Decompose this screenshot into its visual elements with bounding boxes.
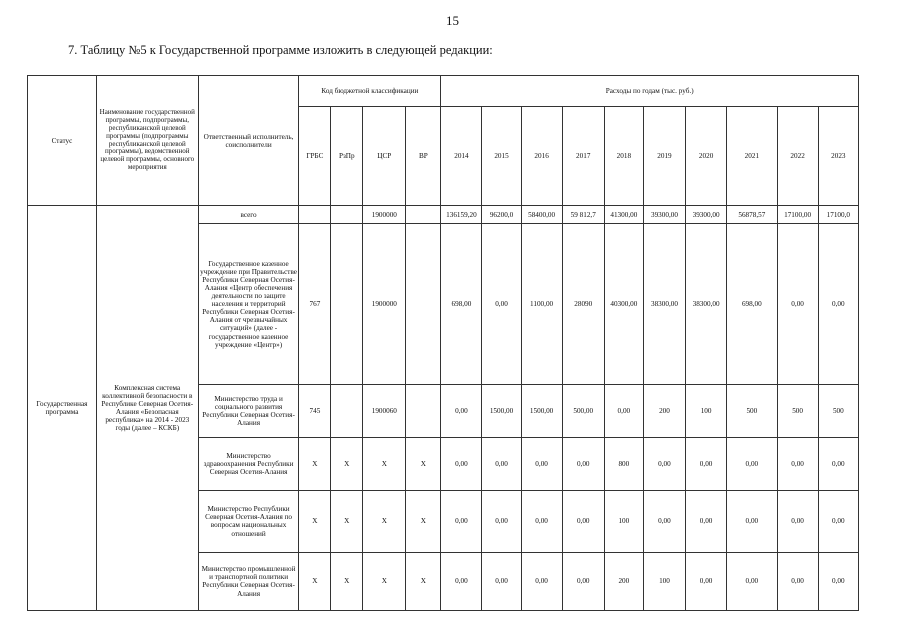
value-cell: 56878,57 (727, 206, 777, 224)
code-cell: Х (363, 490, 406, 552)
header-budget-code-group: Код бюджетной классификации (299, 76, 441, 107)
value-cell: 0,00 (818, 438, 858, 491)
status-cell: Государственная программа (28, 206, 97, 611)
executor-cell: Министерство труда и социального развития Республики Северная Осетия-Алания (198, 385, 299, 438)
value-cell: 698,00 (727, 224, 777, 385)
value-cell: 0,00 (482, 490, 521, 552)
value-cell: 200 (643, 385, 685, 438)
value-cell: 28090 (562, 224, 604, 385)
value-cell: 0,00 (686, 438, 727, 491)
header-row-top (28, 76, 859, 107)
code-cell: Х (363, 438, 406, 491)
code-cell: Х (406, 552, 441, 610)
value-cell: 0,00 (777, 224, 818, 385)
header-year: 2018 (604, 106, 643, 206)
value-cell: 40300,00 (604, 224, 643, 385)
value-cell: 38300,00 (686, 224, 727, 385)
value-cell: 0,00 (727, 552, 777, 610)
code-cell (406, 385, 441, 438)
value-cell: 59 812,7 (562, 206, 604, 224)
value-cell: 500 (818, 385, 858, 438)
value-cell: 0,00 (521, 490, 562, 552)
header-code-rzpr: РзПр (331, 106, 363, 206)
code-cell: 1900060 (363, 385, 406, 438)
header-year: 2017 (562, 106, 604, 206)
code-cell (331, 224, 363, 385)
code-cell: 745 (299, 385, 331, 438)
program-name-cell: Комплексная система коллективной безопасности в Республике Северная Осетия-Алания «Безопасная республика» на 2014 - 2023 годы (далее – КСКБ) (96, 206, 198, 611)
value-cell: 38300,00 (643, 224, 685, 385)
executor-cell: Министерство промышленной и транспортной политики Республики Северная Осетия-Алания (198, 552, 299, 610)
value-cell: 500 (727, 385, 777, 438)
page-number: 15 (446, 13, 459, 28)
value-cell: 500,00 (562, 385, 604, 438)
section-heading: 7. Таблицу №5 к Государственной программе изложить в следующей редакции: (68, 43, 493, 57)
value-cell: 0,00 (818, 490, 858, 552)
value-cell: 39300,00 (686, 206, 727, 224)
header-year: 2022 (777, 106, 818, 206)
value-cell: 0,00 (818, 552, 858, 610)
code-cell: Х (406, 438, 441, 491)
budget-table (27, 75, 859, 611)
value-cell: 200 (604, 552, 643, 610)
value-cell: 0,00 (777, 490, 818, 552)
table-body (28, 76, 859, 611)
code-cell (331, 385, 363, 438)
value-cell: 96200,0 (482, 206, 521, 224)
value-cell: 0,00 (777, 438, 818, 491)
header-code-vr: ВР (406, 106, 441, 206)
value-cell: 58400,00 (521, 206, 562, 224)
code-cell: Х (331, 490, 363, 552)
executor-cell: Министерство здравоохранения Республики Северная Осетия-Алания (198, 438, 299, 491)
value-cell: 17100,0 (818, 206, 858, 224)
value-cell: 41300,00 (604, 206, 643, 224)
value-cell: 0,00 (482, 552, 521, 610)
value-cell: 0,00 (604, 385, 643, 438)
value-cell: 0,00 (521, 552, 562, 610)
value-cell: 0,00 (482, 438, 521, 491)
header-status: Статус (28, 76, 97, 206)
code-cell: Х (363, 552, 406, 610)
table-row (28, 206, 859, 224)
value-cell: 100 (604, 490, 643, 552)
code-cell: Х (299, 552, 331, 610)
value-cell: 1500,00 (482, 385, 521, 438)
header-code-csr: ЦСР (363, 106, 406, 206)
value-cell: 500 (777, 385, 818, 438)
value-cell: 17100,00 (777, 206, 818, 224)
value-cell: 136159,20 (441, 206, 482, 224)
value-cell: 0,00 (441, 490, 482, 552)
code-cell: Х (299, 438, 331, 491)
header-year: 2019 (643, 106, 685, 206)
header-executor: Ответственный исполнитель, соисполнители (198, 76, 299, 206)
code-cell: Х (406, 490, 441, 552)
code-cell: 1900000 (363, 224, 406, 385)
executor-cell: Министерство Республики Северная Осетия-Алания по вопросам национальных отношений (198, 490, 299, 552)
value-cell: 0,00 (441, 552, 482, 610)
executor-cell: всего (198, 206, 299, 224)
header-year: 2016 (521, 106, 562, 206)
code-cell: Х (331, 552, 363, 610)
value-cell: 39300,00 (643, 206, 685, 224)
executor-cell: Государственное казенное учреждение при Правительстве Республики Северная Осетия-Алания «Центр обеспечения деятельности по защите населения и территорий Республики Северная Осетия-Алания от чрезвычайных ситуаций» (далее - государственное казенное учреждение «Центр») (198, 224, 299, 385)
value-cell: 0,00 (441, 385, 482, 438)
value-cell: 100 (643, 552, 685, 610)
code-cell (406, 206, 441, 224)
header-program-name: Наименование государственной программы, подпрограммы, республиканской целевой программы (подпрограммы республиканской целевой программы), ведомственной целевой программы, основного мероприятия (96, 76, 198, 206)
value-cell: 1100,00 (521, 224, 562, 385)
header-year: 2023 (818, 106, 858, 206)
code-cell: 1900000 (363, 206, 406, 224)
value-cell: 0,00 (686, 552, 727, 610)
value-cell: 0,00 (643, 438, 685, 491)
value-cell: 0,00 (482, 224, 521, 385)
value-cell: 0,00 (562, 490, 604, 552)
header-year: 2014 (441, 106, 482, 206)
value-cell: 0,00 (777, 552, 818, 610)
value-cell: 0,00 (727, 490, 777, 552)
value-cell: 100 (686, 385, 727, 438)
code-cell (299, 206, 331, 224)
value-cell: 0,00 (643, 490, 685, 552)
value-cell: 0,00 (818, 224, 858, 385)
header-expenses-group: Расходы по годам (тыс. руб.) (441, 76, 859, 107)
value-cell: 0,00 (562, 438, 604, 491)
header-year: 2021 (727, 106, 777, 206)
header-year: 2020 (686, 106, 727, 206)
value-cell: 1500,00 (521, 385, 562, 438)
value-cell: 0,00 (727, 438, 777, 491)
value-cell: 0,00 (521, 438, 562, 491)
code-cell (331, 206, 363, 224)
value-cell: 0,00 (686, 490, 727, 552)
value-cell: 800 (604, 438, 643, 491)
header-code-grbs: ГРБС (299, 106, 331, 206)
value-cell: 698,00 (441, 224, 482, 385)
code-cell (406, 224, 441, 385)
value-cell: 0,00 (562, 552, 604, 610)
header-year: 2015 (482, 106, 521, 206)
code-cell: Х (299, 490, 331, 552)
code-cell: 767 (299, 224, 331, 385)
code-cell: Х (331, 438, 363, 491)
value-cell: 0,00 (441, 438, 482, 491)
